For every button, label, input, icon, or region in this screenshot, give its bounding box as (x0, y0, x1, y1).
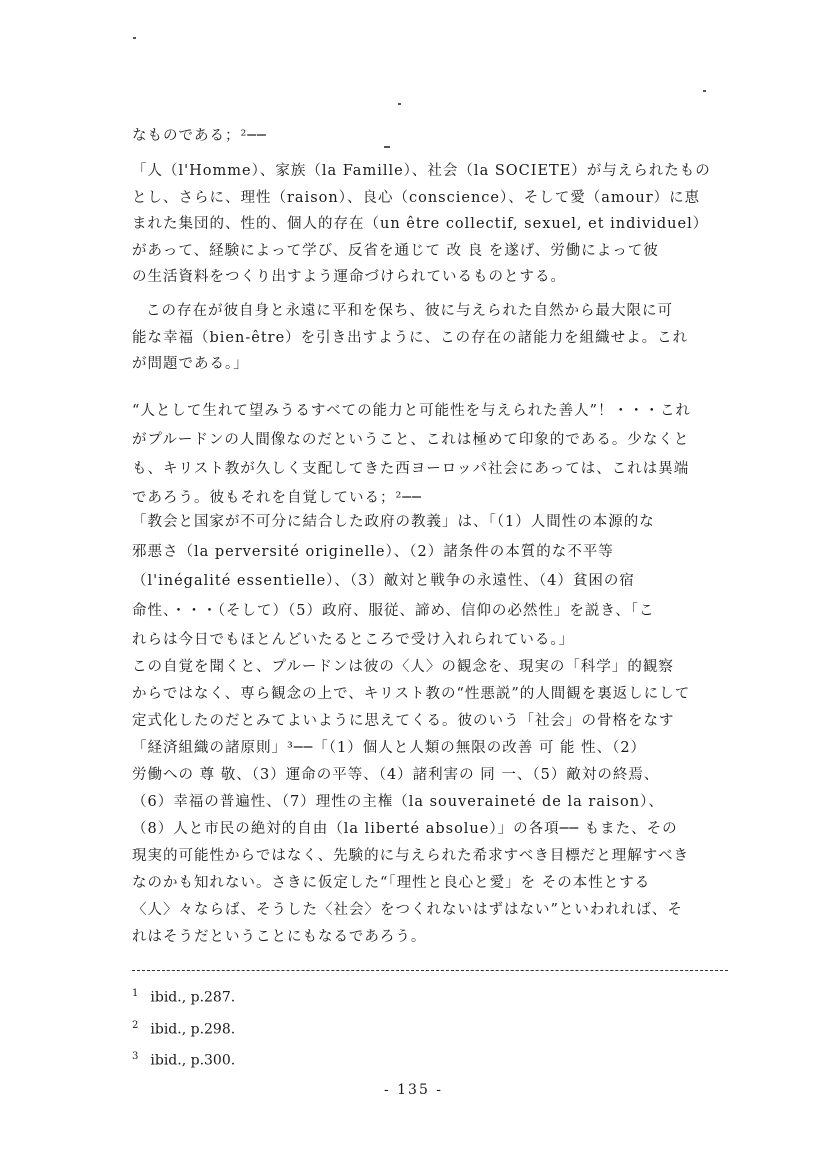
footnote-text: ibid., p.300. (150, 1052, 236, 1069)
footnote (132, 1043, 235, 1075)
quote-line: （l'inégalité essentielle）、（3）敵対と戦争の永遠性、（4）貧困の宿 (132, 573, 635, 589)
footnote (132, 980, 235, 1012)
page-number: - 135 - (383, 1082, 444, 1098)
body-line: “人として生れて望みうるすべての能力と可能性を与えられた善人”！・・・これ (132, 403, 692, 419)
footnote-mark: 1 (132, 988, 139, 999)
footnote (132, 1012, 235, 1044)
scan-speck (133, 37, 136, 39)
body-line: も、キリスト教が久しく支配してきた西ヨーロッパ社会にあっては、これは異端 (132, 461, 690, 477)
quote-line: の生活資料をつくり出すよう運命づけられているものとする。 (132, 269, 566, 285)
body-line: （6）幸福の普遍性、（7）理性の主権（la souveraineté de la raison）、 (132, 794, 664, 810)
quote-line: とし、さらに、理性（raison）、良心（conscience）、そして愛（amour）に恵 (132, 189, 701, 206)
quote-line: 「教会と国家が不可分に結合した政府の教義」は、「（1）人間性の本源的な (132, 514, 655, 530)
body-line: 現実的可能性からではなく、先験的に与えられた希求すべき目標だと理解すべき (132, 848, 689, 864)
body-line: がプルードンの人間像なのだということ、これは極めて印象的である。少なくと (132, 432, 690, 448)
scan-speck (384, 146, 390, 148)
quote-line: 能な幸福（bien-être）を引き出すように、この存在の諸能力を組織せよ。これ (132, 329, 689, 346)
footnote-divider (132, 970, 728, 971)
quote-line: れらは今日でもほとんどいたるところで受け入れられている。」 (132, 632, 575, 648)
quote-line: が問題である。」 (132, 356, 249, 372)
quote-line: この存在が彼自身と永遠に平和を保ち、彼に与えられた自然から最大限に可 (146, 303, 673, 319)
scan-speck (398, 103, 401, 105)
footnote-text: ibid., p.298. (150, 1021, 236, 1038)
quote-line: まれた集団的、性的、個人的存在（un être collectif, sexuel, et individuel） (132, 216, 709, 232)
quote-line: 邪悪さ（la perversité originelle）、（2）諸条件の本質的な不平等 (132, 543, 614, 560)
body-line: 定式化したのだとみてよいように思えてくる。彼のいう「社会」の骨格をなす (132, 713, 675, 729)
quote-line: があって、経験によって学び、反省を通じて 改 良 を遂げ、労働によって彼 (132, 242, 659, 259)
body-line: この自覚を聞くと、プルードンは彼の〈人〉の観念を、現実の「科学」的観察 (132, 659, 674, 675)
body-line: れはそうだということにもなるであろう。 (132, 929, 427, 945)
footnote-mark: 2 (132, 1019, 139, 1031)
body-line: からではなく、専ら観念の上で、キリスト教の“性悪説”的人間観を裏返しにして (132, 686, 691, 702)
lead-text: なものである；²── (132, 128, 267, 144)
body-line: なのかも知れない。さきに仮定した“「理性と良心と愛」を その本性とする (132, 875, 651, 891)
quote-line: 「人（l'Homme）、家族（la Famille）、社会（la SOCIETE）が与えられたもの (132, 163, 711, 179)
quote-line: 命性、・・・（そして）（5）政府、服従、諦め、信仰の必然性」を説き、「こ (132, 602, 655, 619)
body-line: であろう。彼もそれを自覚している；²── (132, 490, 422, 506)
footnote-text: ibid., p.287. (150, 989, 236, 1006)
scan-speck (703, 90, 706, 92)
body-line: 労働への 尊 敬、（3）運命の平等、（4）諸利害の 同 一、（5）敵対の終焉、 (132, 767, 660, 783)
body-line: （8）人と市民の絶対的自由（la liberté absolue）」の各項── もまた、その (132, 821, 678, 837)
footnote-mark: 3 (132, 1051, 139, 1063)
body-line: 「経済組織の諸原則」³──「（1）個人と人類の無限の改善 可 能 性、（2） (132, 740, 647, 756)
body-line: 〈人〉々ならば、そうした〈社会〉をつくれないはずはない”といわれれば、そ (132, 902, 683, 918)
footnotes (132, 980, 235, 1075)
